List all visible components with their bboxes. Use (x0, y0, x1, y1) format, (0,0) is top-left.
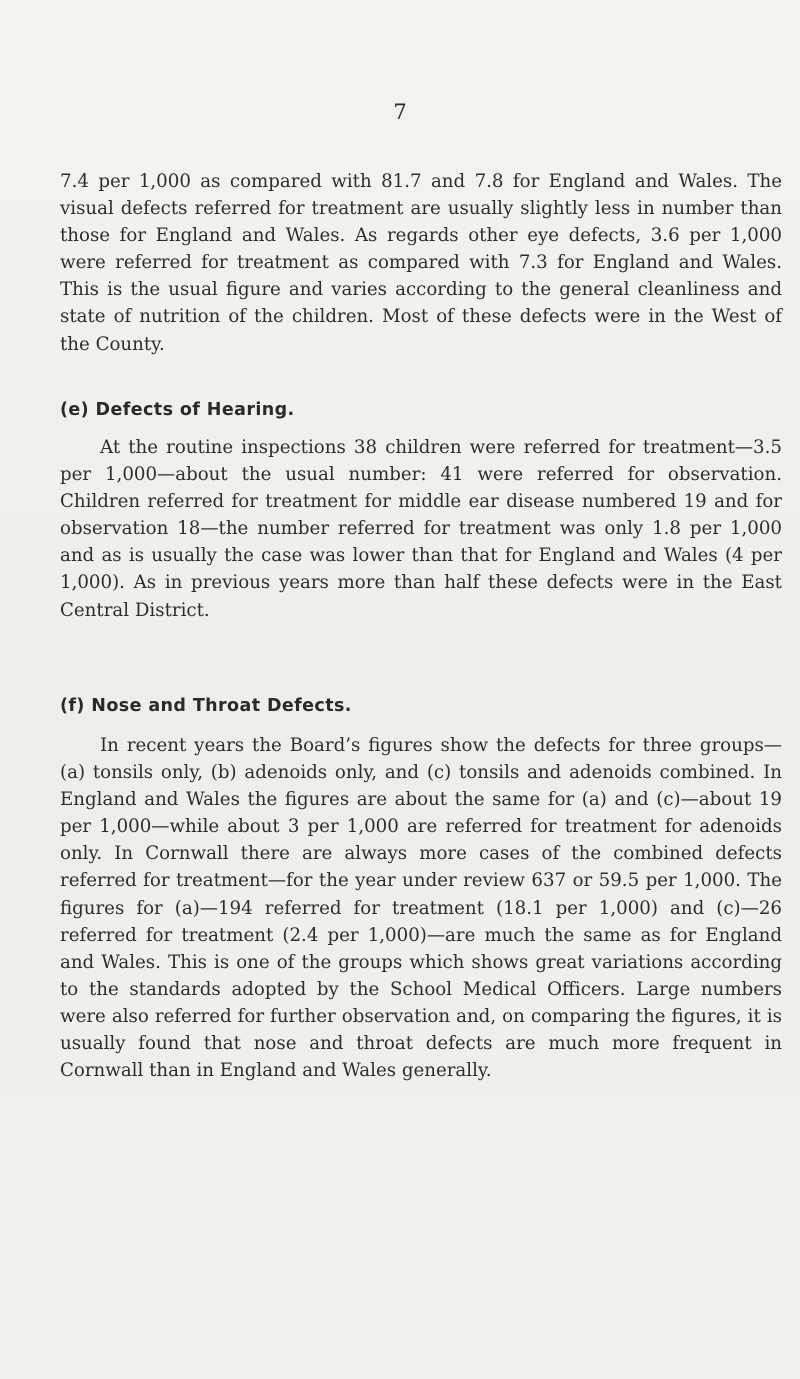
section-heading-nose-throat: (f) Nose and Throat Defects. (60, 696, 352, 716)
paragraph-nose-throat: In recent years the Board’s figures show the defects for three groups—(a) tonsils only, (b) adenoids only, and (c) tonsils and adenoids combined. In England and Wales the figures are about the same for (a) and (c)—about 19 per 1,000—while about 3 per 1,000 are referred for treatment for adenoids only. In Cornwall there are always more cases of the combined defects referred for treatment—for the year under review 637 or 59.5 per 1,000. The figures for (a)—194 referred for treatment (18.1 per 1,000) and (c)—26 referred for treatment (2.4 per 1,000)—are much the same as for England and Wales. This is one of the groups which shows great variations according to the standards adopted by the School Medical Officers. Large numbers were also referred for further observation and, on comparing the figures, it is usually found that nose and throat defects are much more frequent in Cornwall than in England and Wales generally. (60, 735, 782, 1082)
section-heading-hearing: (e) Defects of Hearing. (60, 400, 295, 420)
paragraph-hearing: At the routine inspections 38 children were referred for treatment—3.5 per 1,000—about the usual number: 41 were referred for observation. Children referred for treatment for middle ear disease numbered 19 and for observation 18—the number referred for treatment was only 1.8 per 1,000 and as is usually the case was lower than that for England and Wales (4 per 1,000). As in previous years more than half these defects were in the East Central District. (60, 437, 782, 621)
page-number: 7 (393, 100, 407, 124)
continuation-paragraph: 7.4 per 1,000 as compared with 81.7 and 7.8 for England and Wales. The visual defects referred for treatment are usually slightly less in number than those for England and Wales. As regards other eye defects, 3.6 per 1,000 were referred for treatment as compared with 7.3 for England and Wales. This is the usual figure and varies according to the general cleanliness and state of nutrition of the children. Most of these defects were in the West of the County. (60, 171, 782, 355)
